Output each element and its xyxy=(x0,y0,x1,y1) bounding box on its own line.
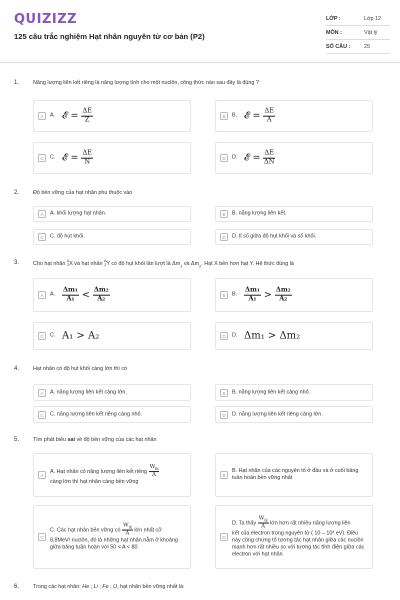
q2-option-b[interactable]: B B. năng lượng liên kết. xyxy=(215,206,373,222)
question-text: Tìm phát biểu sai về độ bền vững của các hạt nhân xyxy=(33,437,157,443)
q1-option-c[interactable]: C C. 𝓔 = $\frac{\Delta E}{N}$ xyxy=(33,142,191,174)
q3-option-d[interactable]: D D. Δm₁ > Δm₂ xyxy=(215,322,373,350)
q5-option-c[interactable]: C C. Các hạt nhân bền vững có $\frac{W_{lk}}{A}$ lớn nhất cỡ 8,8MeV/ nuclôn, đó là những hạt nhân nằm ở khoảng giữa bảng tuần hoàn với 50 < A < 80 xyxy=(33,505,191,569)
question-text: Năng lượng liên kết riêng là năng lượng tính cho một nuclôn, công thức nào sau đây là đúng ? xyxy=(33,80,259,86)
q3-option-b[interactable]: B B. $\frac{\text{Δm₁}}{\text{A₁}}$ > $\frac{\text{Δm₂}}{\text{A₂}}$ xyxy=(215,278,373,312)
q5-option-d[interactable]: D D. Ta thấy $\frac{W_{lk}}{A}$ lớn hơn rất nhiều năng lượng liên kết của electron trong nguyên tử ( 10 – 10³ eV). Điều này cũng chứng tỏ tương tác hạt nhân giữa các nuclôn mạnh hơn rất nhiều so với tương tác tĩnh điện giữa các electron với hạt nhân xyxy=(215,505,373,569)
q4-option-d[interactable]: D D. năng lượng liên kết riêng càng lớn. xyxy=(215,406,373,423)
q4-option-c[interactable]: C C. năng lượng liên kết riêng càng nhỏ. xyxy=(33,406,191,423)
q1-option-d[interactable]: D D. 𝓔 = $\frac{\Delta E}{\Delta N}$ xyxy=(215,142,373,174)
question-text: Cho hạt nhân A Z X và hạt nhân A Z Y có độ hụt khối lần lượt là $\Delta m_1$ và $\Delta m_2$. Hạt X bền hơn hạt Y. Hệ thức đúng là xyxy=(33,259,294,269)
q3-option-c[interactable]: C C. A₁ > A₂ xyxy=(33,322,191,350)
q2-option-a[interactable]: A A. khối lượng hạt nhân. xyxy=(33,206,191,222)
page-title: 125 câu trắc nghiệm Hạt nhân nguyên tử cơ bản (P2) xyxy=(14,32,205,41)
quizizz-logo: QUIZIZZ xyxy=(14,12,78,27)
q3-option-a[interactable]: A A. $\frac{\text{Δm₁}}{\text{A₁}}$ < $\frac{\text{Δm₂}}{\text{A₂}}$ xyxy=(33,278,191,312)
question-number: 3. xyxy=(14,260,20,266)
question-text: Độ bền vững của hạt nhân phụ thuộc vào xyxy=(33,190,133,196)
question-number: 1. xyxy=(14,80,20,86)
question-number: 5. xyxy=(14,437,20,443)
question-number: 6. xyxy=(14,584,20,590)
q1-option-b[interactable]: B B. 𝓔 = $\frac{\Delta E}{A}$ xyxy=(215,100,373,132)
q2-option-c[interactable]: C C. độ hụt khối. xyxy=(33,229,191,245)
question-text: Hạt nhân có độ hụt khối càng lớn thì có xyxy=(33,366,128,372)
q4-option-b[interactable]: B B. năng lượng liên kết càng nhỏ. xyxy=(215,384,373,401)
q4-option-a[interactable]: A A. năng lượng liên kết càng lớn. xyxy=(33,384,191,401)
question-text: Trong các hạt nhân: He ; Li ; Fe ; U, hạt nhân bền vững nhất là: xyxy=(33,584,185,590)
q2-option-d[interactable]: D D. tỉ số giữa độ hụt khối và số khối. xyxy=(215,229,373,245)
q5-option-a[interactable]: A A. Hạt nhân có năng lượng liên kết riêng $\frac{W_{lk}}{A}$ càng lớn thì hạt nhân càng bền vững xyxy=(33,453,191,497)
question-number: 2. xyxy=(14,190,20,196)
q1-option-a[interactable]: A A. 𝓔 = $\frac{\Delta E}{Z}$ xyxy=(33,100,191,132)
worksheet-header: QUIZIZZ 125 câu trắc nghiệm Hạt nhân nguyên tử cơ bản (P2) LỚP : Lớp 12 MÔN : Vật lý SỐ CÂU : 25 xyxy=(0,0,400,63)
q5-option-b[interactable]: B B. Hạt nhân của các nguyên tố ở đầu và ở cuối bảng tuần hoàn bền vững nhất xyxy=(215,453,373,497)
question-number: 4. xyxy=(14,366,20,372)
